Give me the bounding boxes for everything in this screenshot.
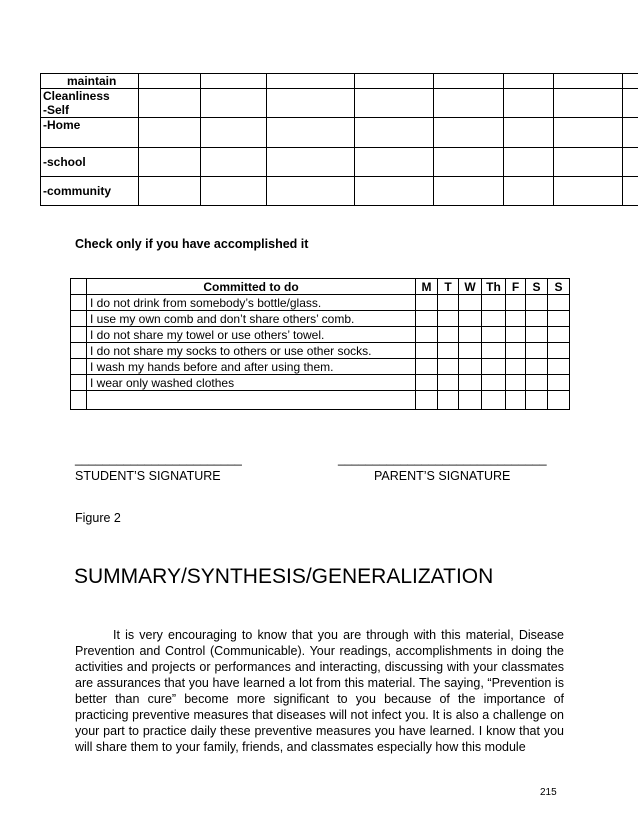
day-cell[interactable] <box>482 295 506 311</box>
table-row <box>41 148 638 177</box>
day-cell[interactable] <box>416 359 438 375</box>
row-label: -Home <box>41 118 139 148</box>
day-cell[interactable] <box>482 343 506 359</box>
day-cell[interactable] <box>438 375 459 391</box>
student-signature-label: STUDENT’S SIGNATURE <box>75 469 221 483</box>
checkbox-cell[interactable] <box>71 359 87 375</box>
day-header-w: W <box>459 279 482 295</box>
day-cell[interactable] <box>526 311 548 327</box>
row-label: maintain <box>41 74 139 89</box>
table-row <box>41 89 638 118</box>
table-row <box>41 74 638 89</box>
day-cell[interactable] <box>506 327 526 343</box>
table-row <box>71 311 570 327</box>
day-cell[interactable] <box>438 391 459 410</box>
checkbox-cell[interactable] <box>71 343 87 359</box>
day-header-f: F <box>506 279 526 295</box>
table-row <box>71 343 570 359</box>
commitment-table <box>70 278 570 410</box>
day-cell[interactable] <box>416 343 438 359</box>
day-cell[interactable] <box>416 327 438 343</box>
table-row <box>41 177 638 206</box>
day-cell[interactable] <box>459 311 482 327</box>
day-header-t: T <box>438 279 459 295</box>
day-cell[interactable] <box>526 391 548 410</box>
checkbox-cell[interactable] <box>71 311 87 327</box>
day-cell[interactable] <box>459 375 482 391</box>
day-cell[interactable] <box>526 375 548 391</box>
day-cell[interactable] <box>548 295 570 311</box>
summary-paragraph <box>75 627 564 755</box>
day-cell[interactable] <box>438 295 459 311</box>
day-cell[interactable] <box>506 391 526 410</box>
commitment-text: I do not drink from somebody’s bottle/glass. <box>87 295 416 311</box>
committed-header: Committed to do <box>87 279 416 295</box>
day-cell[interactable] <box>482 391 506 410</box>
day-cell[interactable] <box>526 359 548 375</box>
day-cell[interactable] <box>459 327 482 343</box>
row-label: Cleanliness -Self <box>41 89 139 118</box>
day-cell[interactable] <box>506 343 526 359</box>
day-cell[interactable] <box>506 375 526 391</box>
day-cell[interactable] <box>416 311 438 327</box>
day-cell[interactable] <box>416 375 438 391</box>
day-cell[interactable] <box>459 343 482 359</box>
day-header-m: M <box>416 279 438 295</box>
day-cell[interactable] <box>526 343 548 359</box>
check-instruction: Check only if you have accomplished it <box>75 237 309 251</box>
day-cell[interactable] <box>482 311 506 327</box>
day-cell[interactable] <box>526 327 548 343</box>
row-label: -school <box>41 148 139 177</box>
day-cell[interactable] <box>548 391 570 410</box>
day-cell[interactable] <box>459 391 482 410</box>
commitment-text: I do not share my towel or use others’ towel. <box>87 327 416 343</box>
page-number: 215 <box>540 787 557 798</box>
day-cell[interactable] <box>459 295 482 311</box>
commitment-text[interactable] <box>87 391 416 410</box>
checkbox-cell[interactable] <box>71 375 87 391</box>
table-row <box>71 391 570 410</box>
day-cell[interactable] <box>438 359 459 375</box>
checkbox-cell[interactable] <box>71 391 87 410</box>
day-cell[interactable] <box>438 311 459 327</box>
day-cell[interactable] <box>482 359 506 375</box>
row-label: -community <box>41 177 139 206</box>
day-cell[interactable] <box>416 295 438 311</box>
day-cell[interactable] <box>506 295 526 311</box>
day-cell[interactable] <box>526 295 548 311</box>
day-cell[interactable] <box>482 375 506 391</box>
day-cell[interactable] <box>548 311 570 327</box>
commitment-text: I use my own comb and don’t share others’ comb. <box>87 311 416 327</box>
figure-caption: Figure 2 <box>75 511 121 525</box>
parent-signature-line[interactable]: ______________________________ <box>338 452 547 466</box>
checkbox-cell[interactable] <box>71 327 87 343</box>
day-cell[interactable] <box>548 375 570 391</box>
commitment-text: I do not share my socks to others or use other socks. <box>87 343 416 359</box>
commitment-text: I wash my hands before and after using them. <box>87 359 416 375</box>
day-header-th: Th <box>482 279 506 295</box>
table-row <box>71 327 570 343</box>
day-cell[interactable] <box>438 327 459 343</box>
table-row <box>71 359 570 375</box>
day-cell[interactable] <box>459 359 482 375</box>
day-header-s: S <box>526 279 548 295</box>
cleanliness-table <box>40 73 638 206</box>
table-row <box>71 295 570 311</box>
summary-text: It is very encouraging to know that you are through with this material, Disease Prevention and Control (Communicable). Your readings, accomplishments in doing the activities and projects or performances and interacting, discussing with your classmates are assurances that you have learned a lot from this material. The saying, “Prevention is better than cure” become more significant to you because of the importance of practicing preventive measures that diseases will not infect you. It is also a challenge on your part to practice daily these preventive measures you have learned. I know that you will share them to your family, friends, and classmates especially how this module <box>75 628 564 754</box>
day-cell[interactable] <box>506 311 526 327</box>
table-row <box>41 118 638 148</box>
checkbox-cell[interactable] <box>71 295 87 311</box>
header-row <box>71 279 570 295</box>
commitment-text: I wear only washed clothes <box>87 375 416 391</box>
day-cell[interactable] <box>506 359 526 375</box>
summary-heading: SUMMARY/SYNTHESIS/GENERALIZATION <box>74 565 494 588</box>
student-signature-line[interactable]: ________________________ <box>75 452 242 466</box>
day-cell[interactable] <box>548 343 570 359</box>
day-cell[interactable] <box>438 343 459 359</box>
day-cell[interactable] <box>482 327 506 343</box>
day-cell[interactable] <box>548 359 570 375</box>
day-cell[interactable] <box>548 327 570 343</box>
day-header-su: S <box>548 279 570 295</box>
table-row <box>71 375 570 391</box>
day-cell[interactable] <box>416 391 438 410</box>
parent-signature-label: PARENT’S SIGNATURE <box>374 469 511 483</box>
